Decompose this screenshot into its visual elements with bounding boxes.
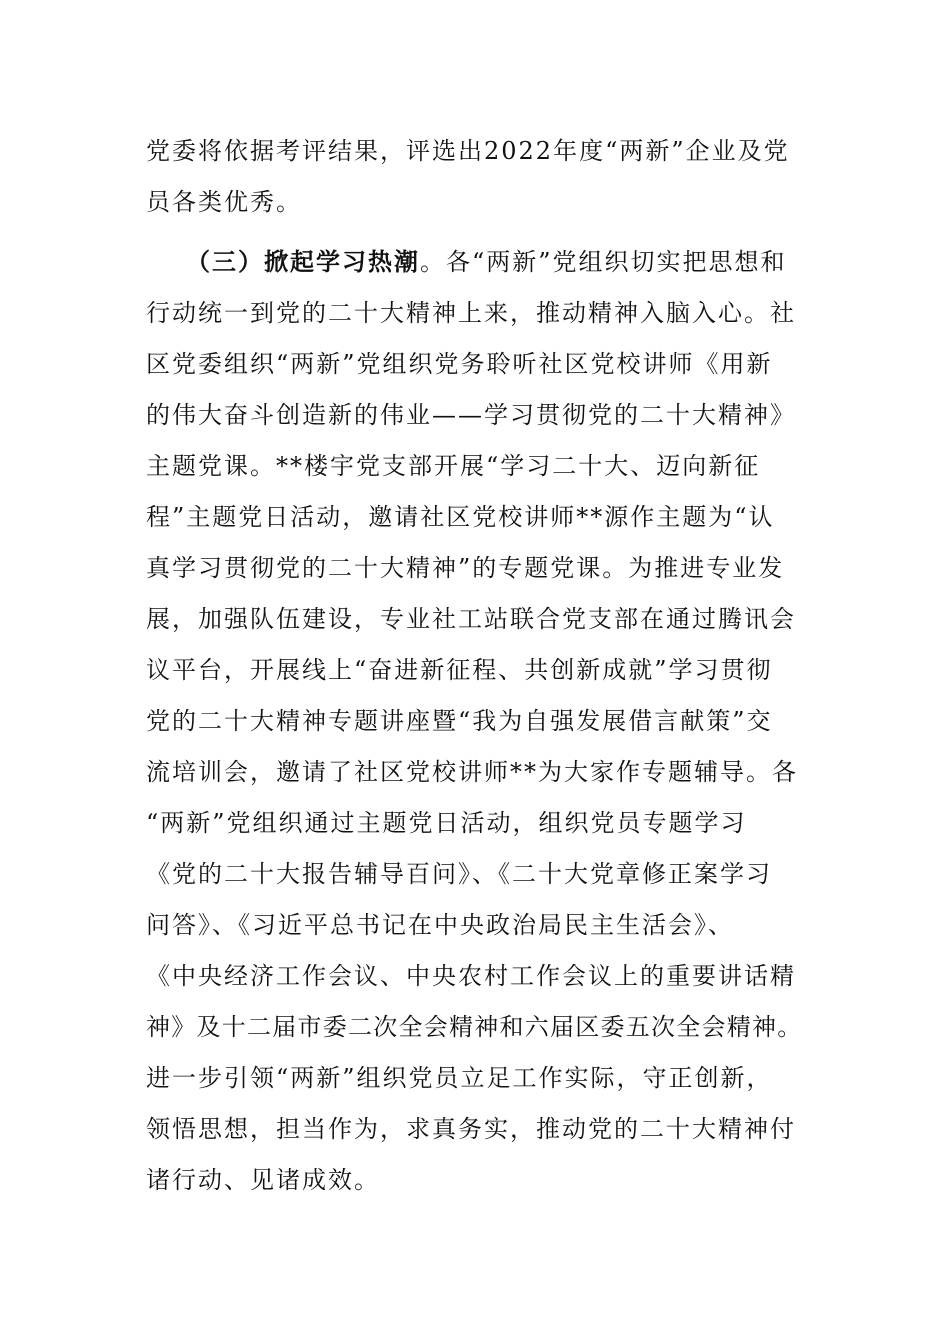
text-line: 进一步引领“两新”组织党员立足工作实际，守正创新， xyxy=(146,1064,773,1092)
text-line: 。各“两新”党组织切实把思想和 xyxy=(420,248,787,276)
text-line: 党委将依据考评结果，评选出2022年度“两新”企业及党 xyxy=(146,137,790,165)
text-line: 流培训会，邀请了社区党校讲师**为大家作专题辅导。各 xyxy=(146,758,798,786)
text-line: 诸行动、见诸成效。 xyxy=(146,1166,380,1194)
text-line: 《中央经济工作会议、中央农村工作会议上的重要讲话精 xyxy=(146,962,796,990)
text-line: 行动统一到党的二十大精神上来，推动精神入脑入心。社 xyxy=(146,299,796,327)
text-line: 员各类优秀。 xyxy=(146,188,302,216)
text-line: 问答》、《习近平总书记在中央政治局民主生活会》、 xyxy=(146,911,734,939)
text-line: 主题党课。**楼宇党支部开展“学习二十大、迈向新征 xyxy=(146,452,761,480)
text-line: 展，加强队伍建设，专业社工站联合党支部在通过腾讯会 xyxy=(146,605,796,633)
text-line: 程”主题党日活动，邀请社区党校讲师**源作主题为“认 xyxy=(146,503,775,531)
text-line: 《党的二十大报告辅导百问》、《二十大党章修正案学习 xyxy=(146,860,772,888)
text-line: 党的二十大精神专题讲座暨“我为自强发展借言献策”交 xyxy=(146,707,773,735)
paragraph-first-line xyxy=(186,245,787,279)
text-line: 的伟大奋斗创造新的伟业——学习贯彻党的二十大精神》 xyxy=(146,401,796,429)
section-heading: （三）掀起学习热潮 xyxy=(186,247,420,276)
text-line: 真学习贯彻党的二十大精神”的专题党课。为推进专业发 xyxy=(146,554,785,582)
text-line: 议平台，开展线上“奋进新征程、共创新成就”学习贯彻 xyxy=(146,656,773,684)
text-line: “两新”党组织通过主题党日活动，组织党员专题学习 xyxy=(146,809,747,837)
text-line: 神》及十二届市委二次全会精神和六届区委五次全会精神。 xyxy=(146,1013,803,1041)
text-line: 领悟思想，担当作为，求真务实，推动党的二十大精神付 xyxy=(146,1115,796,1143)
text-line: 区党委组织“两新”党组织党务聆听社区党校讲师《用新 xyxy=(146,350,773,378)
